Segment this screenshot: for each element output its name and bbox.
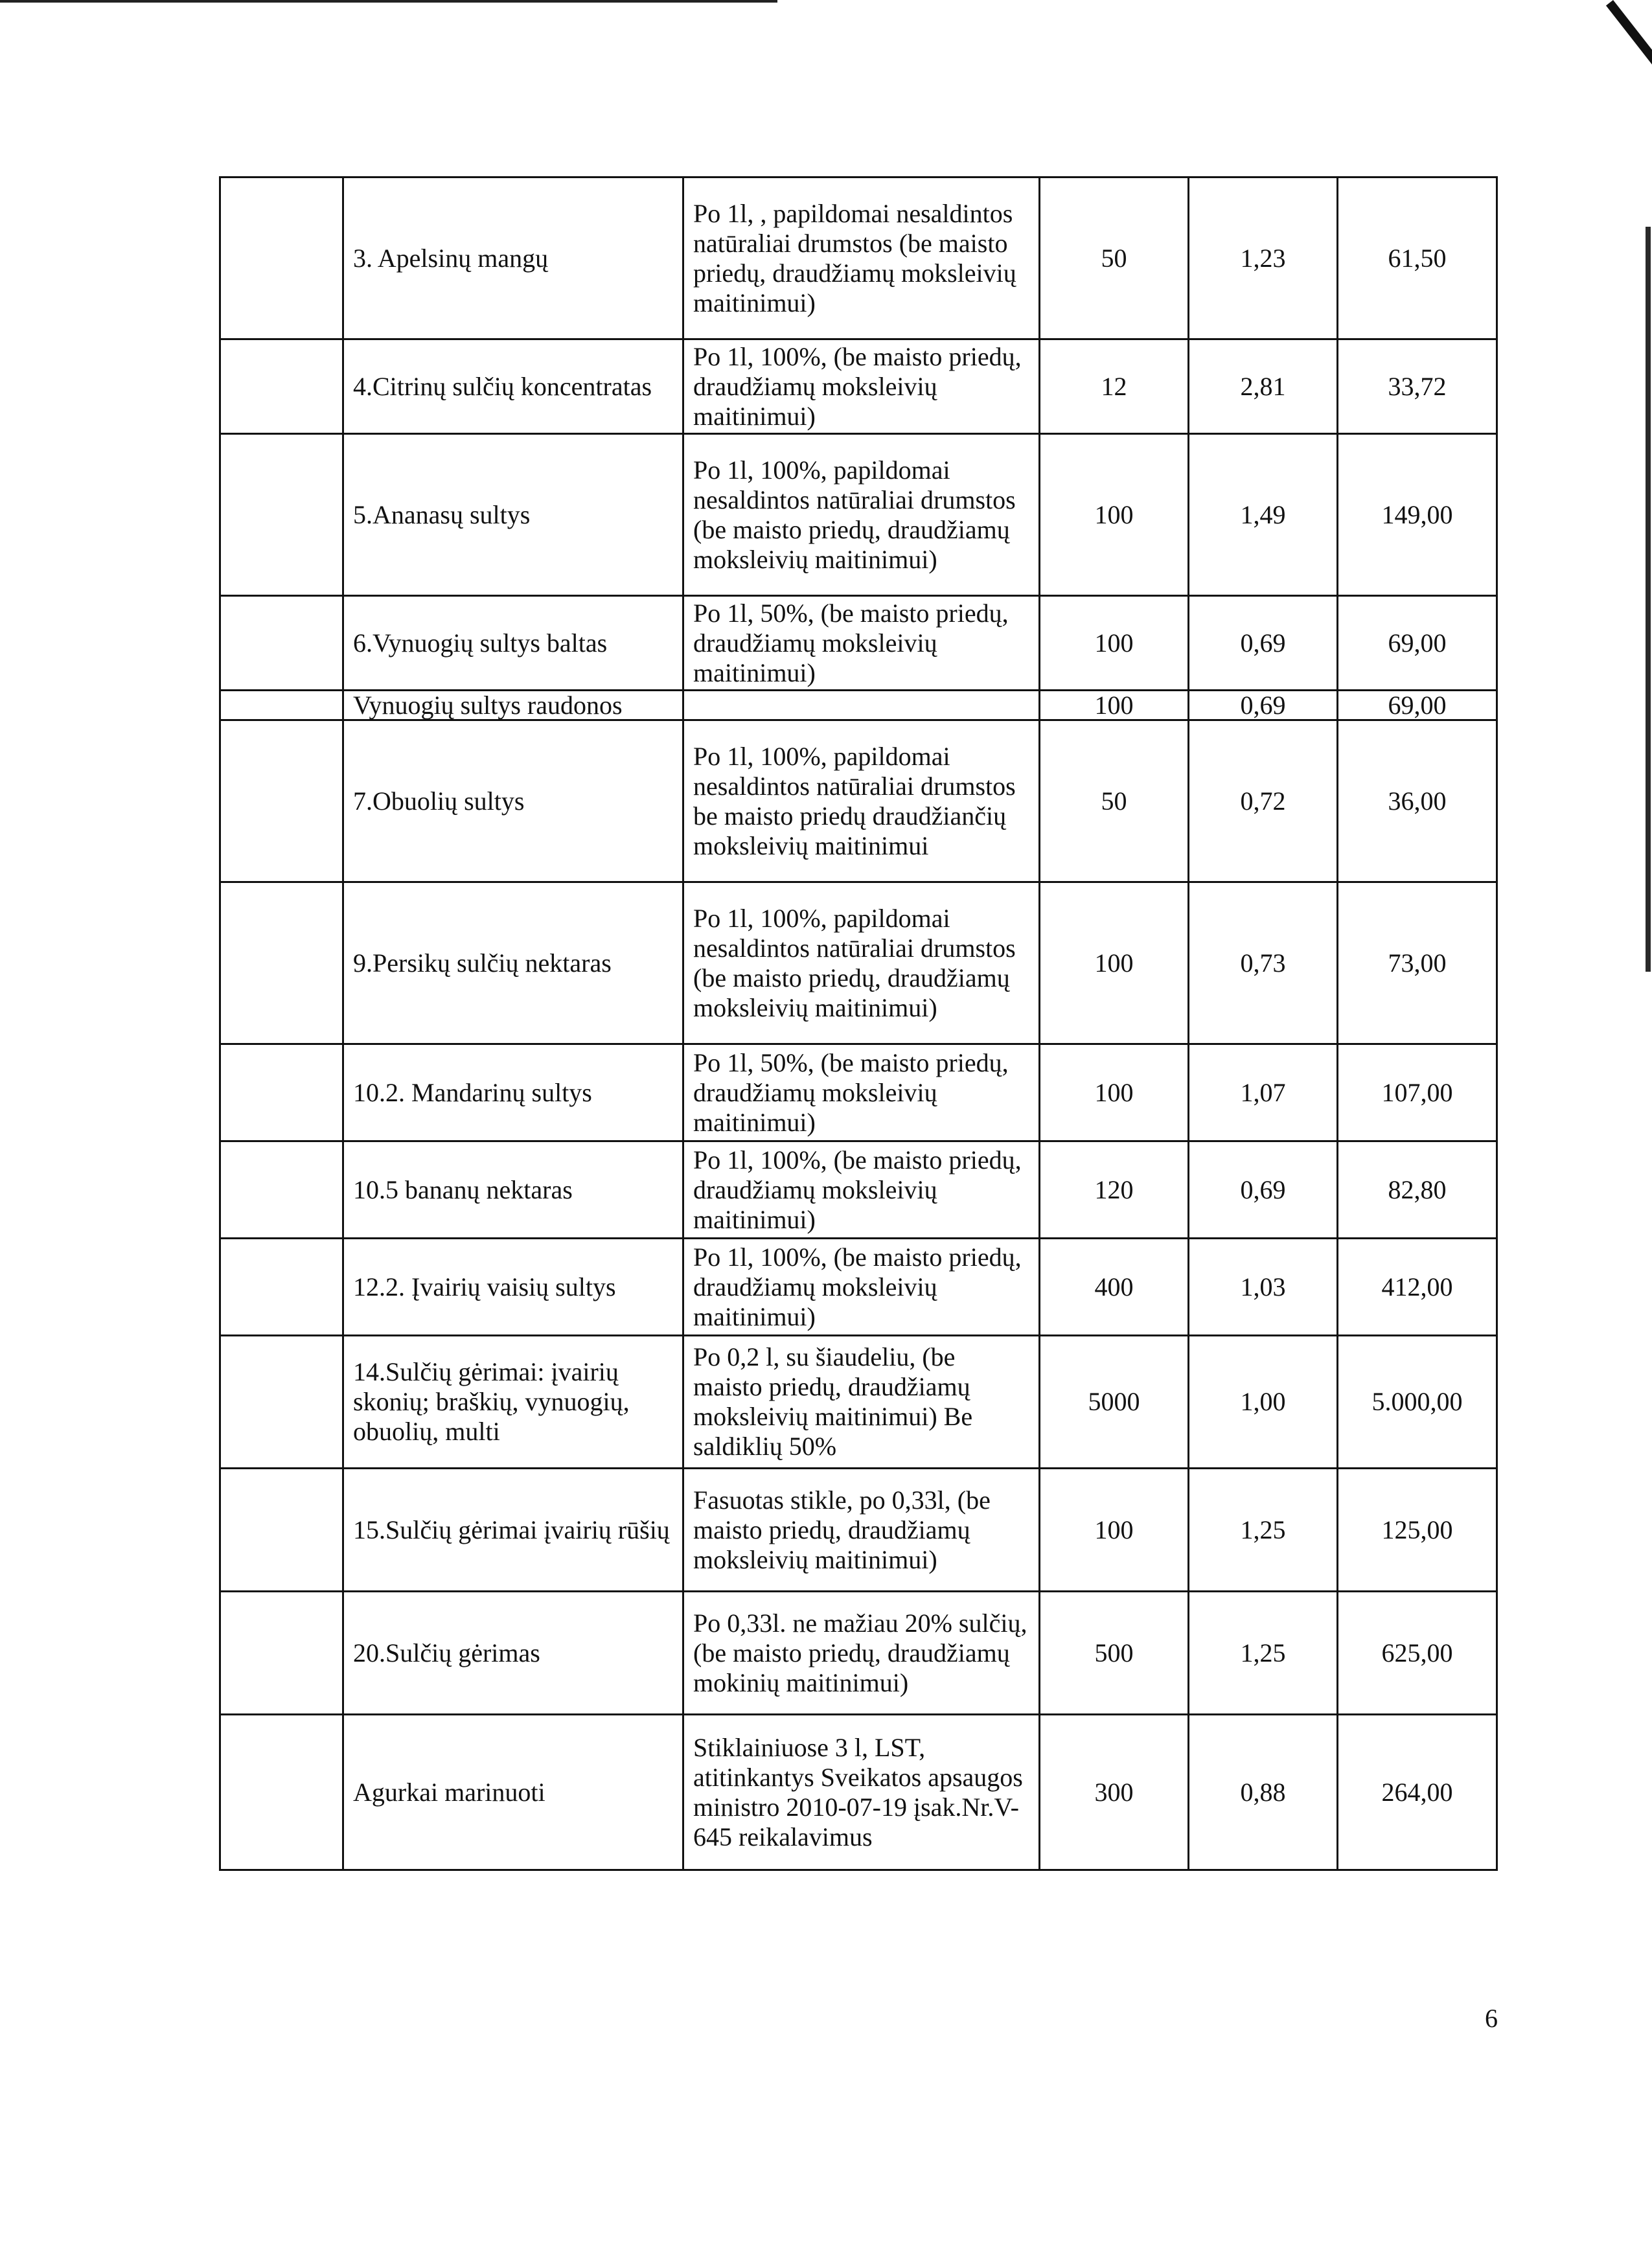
row-index-cell xyxy=(220,1336,343,1469)
product-spec-cell: Po 1l, 50%, (be maisto priedų, draudžiamų moksleivių maitinimui) xyxy=(683,596,1040,691)
unit-price-cell: 1,07 xyxy=(1189,1044,1338,1141)
quantity-cell: 100 xyxy=(1040,882,1189,1044)
row-index-cell xyxy=(220,339,343,434)
product-spec-cell: Po 1l, 100%, papildomai nesaldintos natūraliai drumstos (be maisto priedų, draudžiamų moksleivių maitinimui) xyxy=(683,434,1040,596)
scan-right-edge xyxy=(1646,227,1651,972)
unit-price-cell: 0,88 xyxy=(1189,1715,1338,1870)
row-index-cell xyxy=(220,1469,343,1592)
total-price-cell: 33,72 xyxy=(1338,339,1497,434)
product-name-cell: 5.Ananasų sultys xyxy=(343,434,683,596)
product-name-cell: 12.2. Įvairių vaisių sultys xyxy=(343,1239,683,1336)
quantity-cell: 100 xyxy=(1040,691,1189,720)
table-row xyxy=(220,434,1497,596)
product-name-cell: 6.Vynuogių sultys baltas xyxy=(343,596,683,691)
table-row xyxy=(220,882,1497,1044)
product-spec-cell: Po 0,33l. ne mažiau 20% sulčių, (be maisto priedų, draudžiamų mokinių maitinimui) xyxy=(683,1592,1040,1715)
product-name-cell: Vynuogių sultys raudonos xyxy=(343,691,683,720)
quantity-cell: 5000 xyxy=(1040,1336,1189,1469)
total-price-cell: 61,50 xyxy=(1338,178,1497,339)
row-index-cell xyxy=(220,1592,343,1715)
row-index-cell xyxy=(220,882,343,1044)
unit-price-cell: 0,72 xyxy=(1189,720,1338,882)
unit-price-cell: 0,69 xyxy=(1189,596,1338,691)
product-name-cell: 7.Obuolių sultys xyxy=(343,720,683,882)
product-spec-cell: Po 1l, 50%, (be maisto priedų, draudžiamų moksleivių maitinimui) xyxy=(683,1044,1040,1141)
product-spec-cell: Po 1l, , papildomai nesaldintos natūraliai drumstos (be maisto priedų, draudžiamų moksleivių maitinimui) xyxy=(683,178,1040,339)
quantity-cell: 12 xyxy=(1040,339,1189,434)
product-spec-cell: Po 1l, 100%, papildomai nesaldintos natūraliai drumstos (be maisto priedų, draudžiamų moksleivių maitinimui) xyxy=(683,882,1040,1044)
table-row xyxy=(220,1592,1497,1715)
table-row xyxy=(220,1336,1497,1469)
product-spec-cell xyxy=(683,691,1040,720)
quantity-cell: 100 xyxy=(1040,1469,1189,1592)
unit-price-cell: 0,69 xyxy=(1189,691,1338,720)
total-price-cell: 36,00 xyxy=(1338,720,1497,882)
quantity-cell: 300 xyxy=(1040,1715,1189,1870)
row-index-cell xyxy=(220,1715,343,1870)
product-name-cell: Agurkai marinuoti xyxy=(343,1715,683,1870)
product-spec-cell: Po 1l, 100%, papildomai nesaldintos natūraliai drumstos be maisto priedų draudžiančių moksleivių maitinimui xyxy=(683,720,1040,882)
product-name-cell: 4.Citrinų sulčių koncentratas xyxy=(343,339,683,434)
row-index-cell xyxy=(220,691,343,720)
quantity-cell: 100 xyxy=(1040,1044,1189,1141)
table-row xyxy=(220,1715,1497,1870)
unit-price-cell: 2,81 xyxy=(1189,339,1338,434)
quantity-cell: 120 xyxy=(1040,1141,1189,1239)
table-row xyxy=(220,691,1497,720)
quantity-cell: 50 xyxy=(1040,178,1189,339)
product-name-cell: 20.Sulčių gėrimas xyxy=(343,1592,683,1715)
table-row xyxy=(220,1239,1497,1336)
total-price-cell: 82,80 xyxy=(1338,1141,1497,1239)
unit-price-cell: 1,03 xyxy=(1189,1239,1338,1336)
scan-top-line xyxy=(0,0,777,3)
product-spec-cell: Po 0,2 l, su šiaudeliu, (be maisto priedų, draudžiamų moksleivių maitinimui) Be saldiklių 50% xyxy=(683,1336,1040,1469)
unit-price-cell: 1,25 xyxy=(1189,1469,1338,1592)
product-name-cell: 14.Sulčių gėrimai: įvairių skonių; braškių, vynuogių, obuolių, multi xyxy=(343,1336,683,1469)
table-row xyxy=(220,720,1497,882)
unit-price-cell: 1,25 xyxy=(1189,1592,1338,1715)
unit-price-cell: 1,49 xyxy=(1189,434,1338,596)
table-row xyxy=(220,596,1497,691)
product-spec-cell: Fasuotas stikle, po 0,33l, (be maisto priedų, draudžiamų moksleivių maitinimui) xyxy=(683,1469,1040,1592)
quantity-cell: 400 xyxy=(1040,1239,1189,1336)
product-spec-cell: Po 1l, 100%, (be maisto priedų, draudžiamų moksleivių maitinimui) xyxy=(683,339,1040,434)
total-price-cell: 125,00 xyxy=(1338,1469,1497,1592)
scan-corner-shadow xyxy=(1606,0,1652,246)
row-index-cell xyxy=(220,1141,343,1239)
total-price-cell: 264,00 xyxy=(1338,1715,1497,1870)
product-spec-cell: Stiklainiuose 3 l, LST, atitinkantys Sveikatos apsaugos ministro 2010-07-19 įsak.Nr.V-645 reikalavimus xyxy=(683,1715,1040,1870)
quantity-cell: 500 xyxy=(1040,1592,1189,1715)
table-row xyxy=(220,339,1497,434)
quantity-cell: 50 xyxy=(1040,720,1189,882)
unit-price-cell: 1,23 xyxy=(1189,178,1338,339)
product-name-cell: 3. Apelsinų mangų xyxy=(343,178,683,339)
total-price-cell: 149,00 xyxy=(1338,434,1497,596)
table-row xyxy=(220,1141,1497,1239)
row-index-cell xyxy=(220,720,343,882)
total-price-cell: 69,00 xyxy=(1338,691,1497,720)
unit-price-cell: 0,73 xyxy=(1189,882,1338,1044)
table-row xyxy=(220,1469,1497,1592)
product-name-cell: 9.Persikų sulčių nektaras xyxy=(343,882,683,1044)
table-row xyxy=(220,178,1497,339)
product-name-cell: 10.2. Mandarinų sultys xyxy=(343,1044,683,1141)
total-price-cell: 5.000,00 xyxy=(1338,1336,1497,1469)
row-index-cell xyxy=(220,596,343,691)
total-price-cell: 69,00 xyxy=(1338,596,1497,691)
row-index-cell xyxy=(220,1044,343,1141)
unit-price-cell: 1,00 xyxy=(1189,1336,1338,1469)
quantity-cell: 100 xyxy=(1040,596,1189,691)
total-price-cell: 107,00 xyxy=(1338,1044,1497,1141)
row-index-cell xyxy=(220,178,343,339)
unit-price-cell: 0,69 xyxy=(1189,1141,1338,1239)
product-name-cell: 15.Sulčių gėrimai įvairių rūšių xyxy=(343,1469,683,1592)
total-price-cell: 73,00 xyxy=(1338,882,1497,1044)
product-spec-cell: Po 1l, 100%, (be maisto priedų, draudžiamų moksleivių maitinimui) xyxy=(683,1141,1040,1239)
page-number: 6 xyxy=(1485,2004,1498,2033)
product-spec-cell: Po 1l, 100%, (be maisto priedų, draudžiamų moksleivių maitinimui) xyxy=(683,1239,1040,1336)
total-price-cell: 625,00 xyxy=(1338,1592,1497,1715)
total-price-cell: 412,00 xyxy=(1338,1239,1497,1336)
row-index-cell xyxy=(220,434,343,596)
quantity-cell: 100 xyxy=(1040,434,1189,596)
row-index-cell xyxy=(220,1239,343,1336)
product-name-cell: 10.5 bananų nektaras xyxy=(343,1141,683,1239)
price-table xyxy=(219,176,1498,1871)
table-row xyxy=(220,1044,1497,1141)
